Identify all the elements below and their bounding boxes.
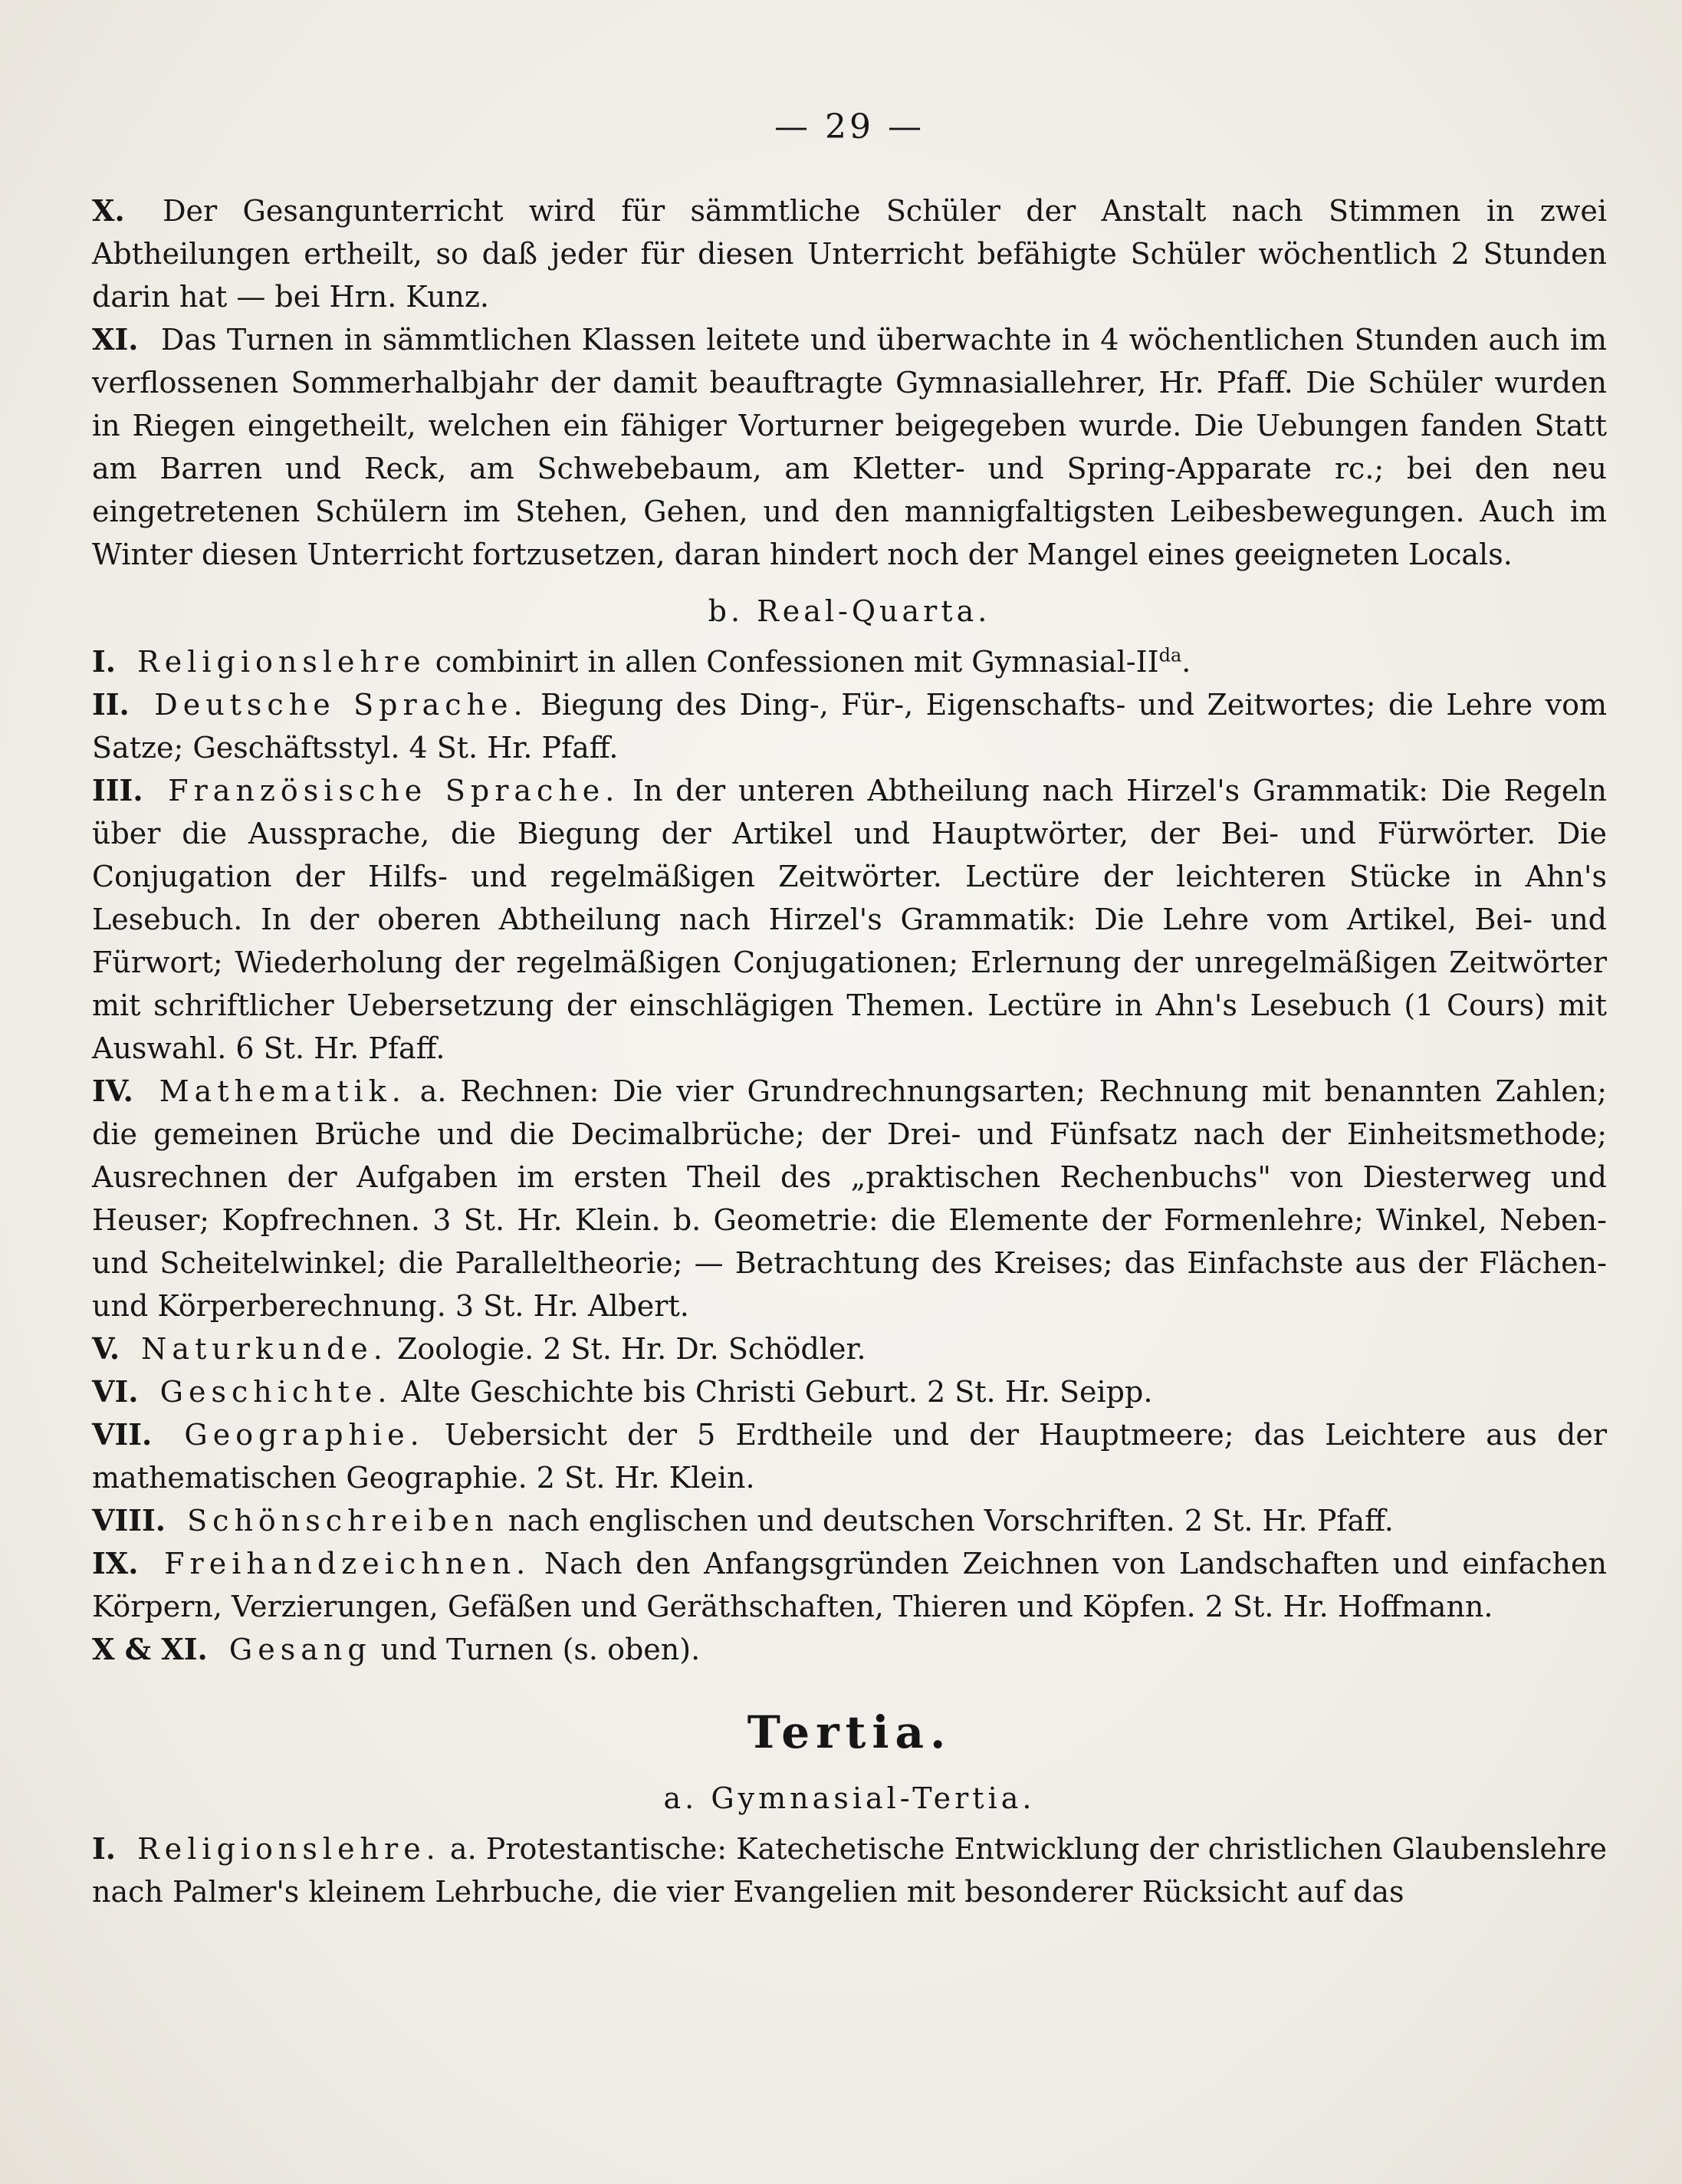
- gymnasial-continuation: [92, 189, 1607, 576]
- item-title: Religionslehre: [137, 645, 426, 679]
- list-item: [92, 640, 1607, 683]
- item-number: IV.: [92, 1074, 133, 1108]
- item-number: XI.: [92, 322, 139, 357]
- section-heading-tertia: Tertia.: [747, 1706, 952, 1758]
- subsection-heading-gymnasial-tertia: a. Gymnasial-Tertia.: [663, 1781, 1036, 1815]
- item-title: Deutsche Sprache.: [154, 688, 528, 722]
- item-text: Alte Geschichte bis Christi Geburt. 2 St. Hr. Seipp.: [401, 1375, 1153, 1409]
- item-number: I.: [92, 1831, 117, 1866]
- item-number: X.: [92, 193, 125, 228]
- item-number: I.: [92, 644, 117, 679]
- item-text: combinirt in allen Confessionen mit Gymnasial-II: [435, 645, 1159, 679]
- list-item: [92, 1370, 1607, 1413]
- item-title: Schönschreiben: [187, 1504, 499, 1538]
- item-text: Der Gesangunterricht wird für sämmtliche Schüler der Anstalt nach Stimmen in zwei Abtheilungen ertheilt, so daß jeder für diesen Unterricht befähigte Schüler wöchentlich 2 Stunden darin hat — bei Hrn. Kunz.: [92, 194, 1607, 314]
- item-number: III.: [92, 773, 143, 807]
- paragraph-turnen: [92, 318, 1607, 576]
- item-number: VI.: [92, 1374, 139, 1409]
- list-item: [92, 1827, 1607, 1913]
- tertia-list: [92, 1827, 1607, 1913]
- paragraph-gesang: [92, 189, 1607, 318]
- list-item: [92, 1070, 1607, 1327]
- list-item: [92, 1628, 1607, 1671]
- item-number: VII.: [92, 1417, 153, 1452]
- item-title: Gesang: [228, 1633, 372, 1666]
- list-item: [92, 1499, 1607, 1542]
- item-title: Mathematik.: [159, 1074, 406, 1108]
- item-number: VIII.: [92, 1503, 166, 1538]
- item-text: und Turnen (s. oben).: [380, 1633, 701, 1666]
- item-number: V.: [92, 1331, 120, 1366]
- list-item: [92, 769, 1607, 1070]
- item-text: Uebersicht der 5 Erdtheile und der Hauptmeere; das Leichtere aus der mathematischen Geographie. 2 St. Hr. Klein.: [92, 1418, 1607, 1495]
- item-text: Das Turnen in sämmtlichen Klassen leitete und überwachte in 4 wöchentlichen Stunden auch im verflossenen Sommerhalbjahr der damit beauftragte Gymnasiallehrer, Hr. Pfaff. Die Schüler wurden in Riegen eingetheilt, welchen ein fähiger Vorturner beigegeben wurde. Die Uebungen fanden Statt am Barren und Reck, am Schwebebaum, am Kletter- und Spring-Apparate rc.; bei den neu eingetretenen Schülern im Stehen, Gehen, und den mannigfaltigsten Leibesbewegungen. Auch im Winter diesen Unterricht fortzusetzen, daran hindert noch der Mangel eines geeigneten Locals.: [92, 323, 1607, 571]
- item-text: a. Protestantische: Katechetische Entwicklung der christlichen Glaubenslehre nach Palmer's kleinem Lehrbuche, die vier Evangelien mit besonderer Rücksicht auf das: [92, 1832, 1607, 1909]
- item-text: Nach den Anfangsgründen Zeichnen von Landschaften und einfachen Körpern, Verzierungen, Gefäßen und Geräthschaften, Thieren und Köpfen. 2 St. Hr. Hoffmann.: [92, 1547, 1607, 1623]
- item-title: Geschichte.: [159, 1375, 393, 1409]
- list-item: [92, 1327, 1607, 1370]
- superscript: da: [1158, 644, 1182, 666]
- item-title: Naturkunde.: [141, 1332, 388, 1366]
- item-text: In der unteren Abtheilung nach Hirzel's Grammatik: Die Regeln über die Aussprache, die Biegung der Artikel und Hauptwörter, der Bei- und Fürwörter. Die Conjugation der Hilfs- und regelmäßigen Zeitwörter. Lectüre der leichteren Stücke in Ahn's Lesebuch. In der oberen Abtheilung nach Hirzel's Grammatik: Die Lehre vom Artikel, Bei- und Fürwort; Wiederholung der regelmäßigen Conjugationen; Erlernung der unregelmäßigen Zeitwörter mit schriftlicher Uebersetzung der einschlägigen Themen. Lectüre in Ahn's Lesebuch (1 Cours) mit Auswahl. 6 St. Hr. Pfaff.: [92, 774, 1607, 1065]
- list-item: [92, 1413, 1607, 1499]
- list-item: [92, 1542, 1607, 1628]
- list-item: [92, 683, 1607, 769]
- item-text: Biegung des Ding-, Für-, Eigenschafts- und Zeitwortes; die Lehre vom Satze; Geschäftsstyl. 4 St. Hr. Pfaff.: [92, 688, 1607, 765]
- item-title: Geographie.: [184, 1418, 425, 1452]
- item-text: a. Rechnen: Die vier Grundrechnungsarten; Rechnung mit benannten Zahlen; die gemeinen Brüche und die Decimalbrüche; der Drei- und Fünfsatz nach der Einheitsmethode; Ausrechnen der Aufgaben im ersten Theil des „praktischen Rechenbuchs" von Diesterweg und Heuser; Kopfrechnen. 3 St. Hr. Klein. b. Geometrie: die Elemente der Formenlehre; Winkel, Neben- und Scheitelwinkel; die Paralleltheorie; — Betrachtung des Kreises; das Einfachste aus der Flächen- und Körperberechnung. 3 St. Hr. Albert.: [92, 1074, 1607, 1323]
- subsection-heading-real-quarta: b. Real-Quarta.: [708, 594, 991, 628]
- item-title: Freihandzeichnen.: [164, 1547, 531, 1580]
- page-number: — 29 —: [774, 107, 925, 146]
- item-text: Zoologie. 2 St. Hr. Dr. Schödler.: [396, 1332, 866, 1366]
- item-text: nach englischen und deutschen Vorschriften. 2 St. Hr. Pfaff.: [508, 1504, 1394, 1538]
- item-title: Religionslehre.: [137, 1832, 441, 1866]
- item-number: IX.: [92, 1546, 139, 1580]
- item-number: II.: [92, 687, 130, 722]
- real-quarta-list: [92, 640, 1607, 1671]
- item-tail: .: [1181, 645, 1191, 679]
- item-title: Französische Sprache.: [168, 774, 620, 807]
- item-number: X & XI.: [92, 1632, 208, 1666]
